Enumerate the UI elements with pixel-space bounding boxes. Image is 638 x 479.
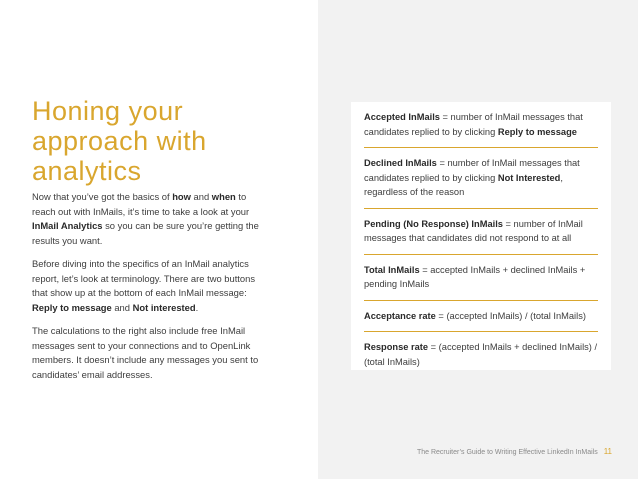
text-run: and bbox=[190, 191, 212, 202]
definition-text: = number of InMail messages that candidates replied to by clicking bbox=[364, 158, 580, 183]
definition-text: = number of InMail messages that candidates replied to by clicking bbox=[364, 112, 583, 137]
footer-title: The Recruiter’s Guide to Writing Effective LinkedIn InMails bbox=[416, 449, 598, 456]
text-run: Now that you’ve got the basics of bbox=[32, 191, 173, 202]
page-number: 11 bbox=[603, 447, 612, 456]
bold-not-interested: Not interested bbox=[132, 301, 196, 313]
definition-text: = number of InMail messages that candidates did not respond to at all bbox=[364, 218, 583, 243]
definition-item bbox=[364, 340, 598, 377]
definition-term: Accepted InMails bbox=[364, 112, 440, 122]
definition-item bbox=[364, 110, 598, 148]
definition-term: Pending (No Response) InMails bbox=[364, 218, 503, 229]
intro-paragraph-2 bbox=[32, 257, 268, 315]
bold-how: how bbox=[172, 191, 191, 202]
intro-paragraph-3: The calculations to the right also include free InMail messages sent to your connections and to OpenLink members. It doesn’t include any messages you sent to candidates’ email addresses. bbox=[32, 325, 259, 380]
intro-text bbox=[32, 190, 268, 391]
text-run: to reach out with InMails, it’s time to take a look at your bbox=[32, 191, 250, 217]
bold-inmail-analytics: InMail Analytics bbox=[32, 220, 103, 231]
definition-item bbox=[364, 263, 598, 301]
page-title bbox=[32, 96, 282, 186]
definition-term: Acceptance rate bbox=[364, 310, 436, 321]
definition-bold: Not Interested bbox=[497, 172, 561, 183]
definitions-box bbox=[351, 102, 611, 370]
title-line-1: Honing your bbox=[32, 96, 184, 126]
text-run: so you can be sure you’re getting the results you want. bbox=[32, 220, 259, 246]
definition-item bbox=[364, 309, 598, 333]
page-footer bbox=[417, 447, 612, 456]
bold-when: when bbox=[211, 191, 236, 202]
definition-item bbox=[364, 156, 598, 209]
definition-text: = (accepted InMails) / (total InMails) bbox=[435, 310, 586, 321]
definition-term: Response rate bbox=[364, 342, 429, 352]
definition-text: = (accepted InMails + declined InMails) / (total InMails) bbox=[364, 342, 598, 367]
definition-text: = accepted InMails + declined InMails + pending InMails bbox=[364, 264, 586, 289]
definition-term: Declined InMails bbox=[364, 158, 437, 168]
text-run: Before diving into the specifics of an InMail analytics report, let’s look at terminology. There are two buttons that show up at the bottom of each InMail message: bbox=[32, 258, 256, 298]
definition-item bbox=[364, 217, 598, 255]
text-run: and bbox=[111, 301, 133, 313]
title-line-3: analytics bbox=[32, 156, 142, 186]
definition-text: , regardless of the reason bbox=[364, 172, 563, 197]
definition-bold: Reply to message bbox=[497, 126, 577, 137]
intro-paragraph-1 bbox=[32, 190, 268, 248]
bold-reply-to-message: Reply to message bbox=[32, 301, 112, 313]
text-run: . bbox=[195, 301, 199, 313]
title-line-2: approach with bbox=[32, 126, 207, 156]
definition-term: Total InMails bbox=[364, 264, 420, 275]
